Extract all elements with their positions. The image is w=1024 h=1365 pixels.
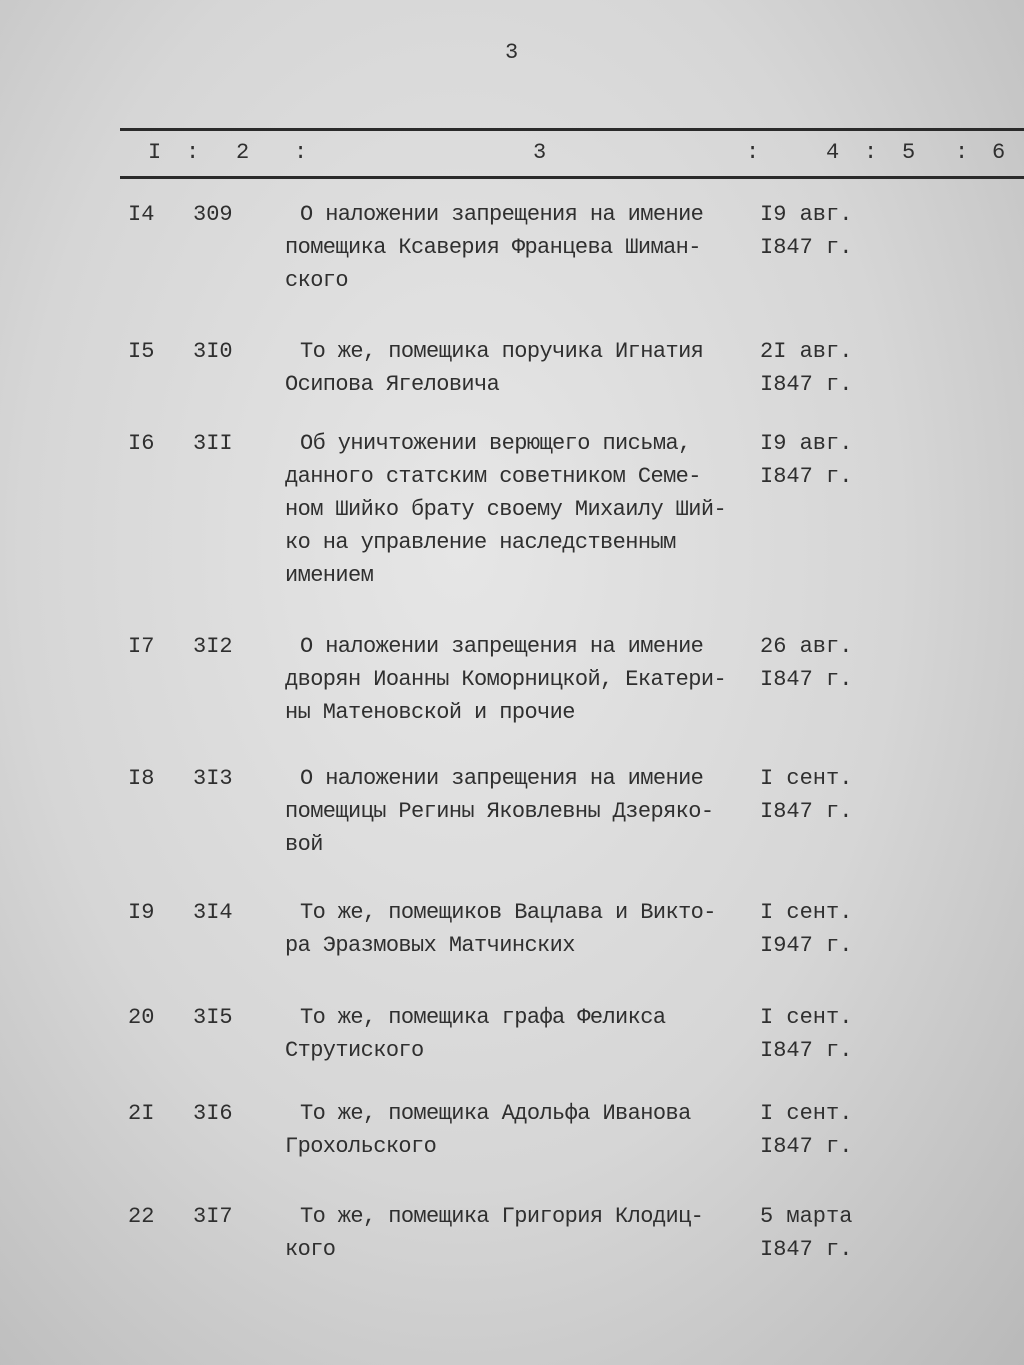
inventory-number: 3I7 (193, 1204, 233, 1229)
entry-number: I9 (128, 900, 155, 925)
inventory-number: 3I3 (193, 766, 233, 791)
col-separator: : (294, 140, 308, 165)
entry-number: 2I (128, 1101, 155, 1126)
col-4-header: 4 (826, 140, 840, 165)
col-separator: : (864, 140, 878, 165)
col-3-header: 3 (533, 140, 547, 165)
header-top-rule (120, 128, 1024, 131)
col-separator: : (955, 140, 969, 165)
entry-number: I6 (128, 431, 155, 456)
description: О наложении запрещения на имение помещика Ксаверия Францева Шиман- ского (285, 202, 704, 293)
col-2-header: 2 (236, 140, 250, 165)
entry-number: I7 (128, 634, 155, 659)
entry-number: I4 (128, 202, 155, 227)
description: То же, помещика Адольфа Иванова Грохольского (285, 1101, 691, 1159)
description: Об уничтожении верющего письма, данного статским советником Семе- ном Шийко брату своему Михаилу Ший- ко на управление наследственным имением (285, 431, 727, 588)
description: О наложении запрещения на имение помещицы Регины Яковлевны Дзеряко- вой (285, 766, 714, 857)
date: 5 марта I847 г. (760, 1204, 853, 1262)
entry-number: I5 (128, 339, 155, 364)
inventory-number: 3II (193, 431, 233, 456)
date: I сент. I947 г. (760, 900, 853, 958)
inventory-number: 3I0 (193, 339, 233, 364)
inventory-number: 3I4 (193, 900, 233, 925)
date: 2I авг. I847 г. (760, 339, 853, 397)
description: То же, помещика графа Феликса Струтиского (285, 1005, 666, 1063)
col-5-header: 5 (902, 140, 916, 165)
col-separator: : (746, 140, 760, 165)
header-bottom-rule (120, 176, 1024, 179)
col-separator: : (186, 140, 200, 165)
entry-number: I8 (128, 766, 155, 791)
col-1-header: I (148, 140, 162, 165)
entry-number: 22 (128, 1204, 155, 1229)
inventory-number: 3I6 (193, 1101, 233, 1126)
page-number: 3 (505, 40, 519, 65)
inventory-number: 309 (193, 202, 233, 227)
date: I сент. I847 г. (760, 1005, 853, 1063)
date: I9 авг. I847 г. (760, 202, 853, 260)
entry-number: 20 (128, 1005, 155, 1030)
description: То же, помещика поручика Игнатия Осипова Ягеловича (285, 339, 704, 397)
col-6-header: 6 (992, 140, 1006, 165)
date: I сент. I847 г. (760, 766, 853, 824)
date: 26 авг. I847 г. (760, 634, 853, 692)
description: То же, помещика Григория Клодиц- кого (285, 1204, 704, 1262)
description: О наложении запрещения на имение дворян Иоанны Коморницкой, Екатери- ны Матеновской и прочие (285, 634, 727, 725)
inventory-number: 3I5 (193, 1005, 233, 1030)
date: I сент. I847 г. (760, 1101, 853, 1159)
description: То же, помещиков Вацлава и Викто- ра Эразмовых Матчинских (285, 900, 716, 958)
inventory-number: 3I2 (193, 634, 233, 659)
date: I9 авг. I847 г. (760, 431, 853, 489)
